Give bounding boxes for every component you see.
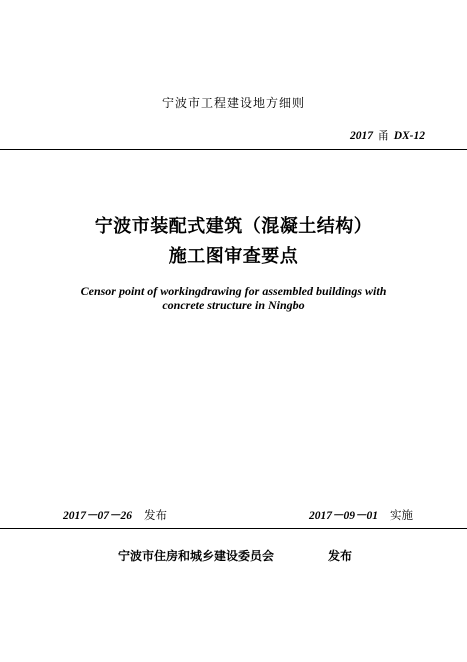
document-code-char: 甬 [377, 129, 389, 142]
effective-date: 2017－09－01 [309, 510, 378, 522]
effective-label: 实施 [390, 508, 413, 522]
document-code-year: 2017 [349, 130, 373, 142]
bottom-divider [0, 528, 467, 529]
publish-date-line [63, 507, 167, 523]
document-code [350, 127, 425, 143]
issuer-name: 宁波市住房和城乡建设委员会 [118, 549, 275, 563]
english-title-line-1: Censor point of workingdrawing for assembled buildings with [80, 284, 387, 298]
main-title-line-2: 施工图审查要点 [168, 246, 299, 267]
document-code-number: DX-12 [393, 130, 425, 142]
publish-date: 2017－07－26 [63, 510, 132, 522]
main-title-line-1: 宁波市装配式建筑（混凝土结构） [94, 216, 373, 237]
top-divider [0, 149, 467, 150]
series-title: 宁波市工程建设地方细则 [161, 96, 305, 110]
effective-date-line [309, 507, 413, 523]
issuer-action: 发布 [328, 549, 353, 563]
publish-label: 发布 [144, 508, 167, 522]
english-title-line-2: concrete structure in Ningbo [162, 298, 305, 312]
